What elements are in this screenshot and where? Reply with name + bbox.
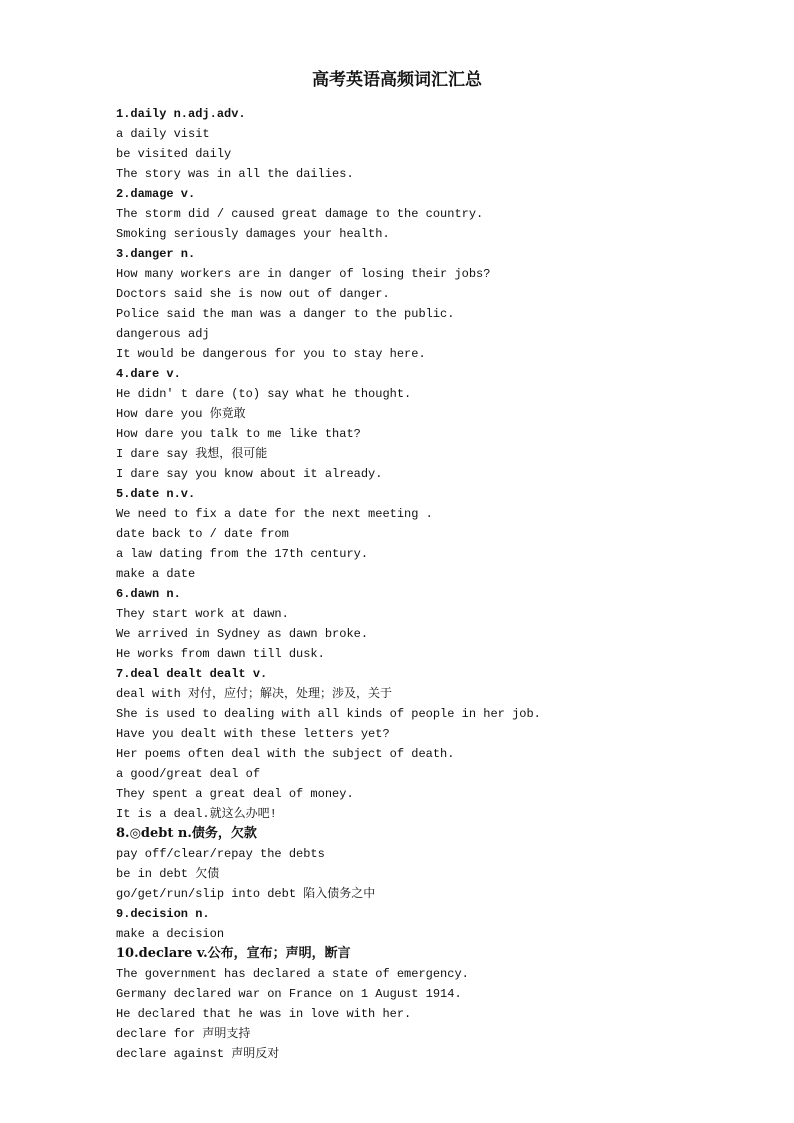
entry-line: Police said the man was a danger to the public. bbox=[116, 307, 455, 321]
entry-heading: 1.daily n.adj.adv. bbox=[116, 107, 246, 121]
entry-line: Germany declared war on France on 1 August 1914. bbox=[116, 987, 462, 1001]
entry-line: deal with 对付，应付；解决，处理；涉及，关于 bbox=[116, 687, 393, 701]
entry-heading: 8.◎debt n.债务，欠款 bbox=[116, 826, 257, 841]
entry-heading: 2.damage v. bbox=[116, 187, 196, 201]
entry-line: They spent a great deal of money. bbox=[116, 787, 354, 801]
entry-line: How many workers are in danger of losing their jobs? bbox=[116, 267, 491, 281]
entry-line: He declared that he was in love with her. bbox=[116, 1007, 412, 1021]
entry-heading: 5.date n.v. bbox=[116, 487, 196, 501]
entry-line: It is a deal.就这么办吧! bbox=[116, 807, 277, 821]
entry-line: He didn' t dare (to) say what he thought. bbox=[116, 387, 412, 401]
entry-line: She is used to dealing with all kinds of people in her job. bbox=[116, 707, 541, 721]
entry-line: a law dating from the 17th century. bbox=[116, 547, 369, 561]
entry-line: be in debt 欠债 bbox=[116, 867, 220, 881]
entry-line: We need to fix a date for the next meeting . bbox=[116, 507, 433, 521]
entry-heading: 3.danger n. bbox=[116, 247, 196, 261]
entry-line: I dare say you know about it already. bbox=[116, 467, 383, 481]
entry-line: a good/great deal of bbox=[116, 767, 261, 781]
entry-line: How dare you 你竟敢 bbox=[116, 407, 246, 421]
entry-line: Smoking seriously damages your health. bbox=[116, 227, 390, 241]
entry-heading: 10.declare v.公布，宣布；声明，断言 bbox=[116, 946, 351, 961]
entry-line: He works from dawn till dusk. bbox=[116, 647, 325, 661]
entry-line: declare for 声明支持 bbox=[116, 1027, 251, 1041]
entry-line: go/get/run/slip into debt 陷入债务之中 bbox=[116, 887, 376, 901]
entry-line: pay off/clear/repay the debts bbox=[116, 847, 325, 861]
entry-line: We arrived in Sydney as dawn broke. bbox=[116, 627, 369, 641]
entry-line: make a date bbox=[116, 567, 196, 581]
vocabulary-list bbox=[116, 104, 756, 1064]
entry-line: declare against 声明反对 bbox=[116, 1047, 280, 1061]
entry-line: Her poems often deal with the subject of death. bbox=[116, 747, 455, 761]
entry-line: dangerous adj bbox=[116, 327, 210, 341]
entry-line: make a decision bbox=[116, 927, 225, 941]
page-title: 高考英语高频词汇汇总 bbox=[312, 70, 482, 90]
entry-line: They start work at dawn. bbox=[116, 607, 289, 621]
entry-line: The government has declared a state of emergency. bbox=[116, 967, 469, 981]
entry-line: Doctors said she is now out of danger. bbox=[116, 287, 390, 301]
entry-heading: 6.dawn n. bbox=[116, 587, 181, 601]
entry-line: The storm did / caused great damage to the country. bbox=[116, 207, 484, 221]
entry-line: be visited daily bbox=[116, 147, 232, 161]
entry-line: The story was in all the dailies. bbox=[116, 167, 354, 181]
entry-line: I dare say 我想，很可能 bbox=[116, 447, 268, 461]
entry-line: date back to / date from bbox=[116, 527, 289, 541]
entry-heading: 4.dare v. bbox=[116, 367, 181, 381]
entry-heading: 9.decision n. bbox=[116, 907, 210, 921]
entry-heading: 7.deal dealt dealt v. bbox=[116, 667, 268, 681]
entry-line: a daily visit bbox=[116, 127, 210, 141]
entry-line: How dare you talk to me like that? bbox=[116, 427, 361, 441]
entry-line: It would be dangerous for you to stay here. bbox=[116, 347, 426, 361]
entry-line: Have you dealt with these letters yet? bbox=[116, 727, 390, 741]
